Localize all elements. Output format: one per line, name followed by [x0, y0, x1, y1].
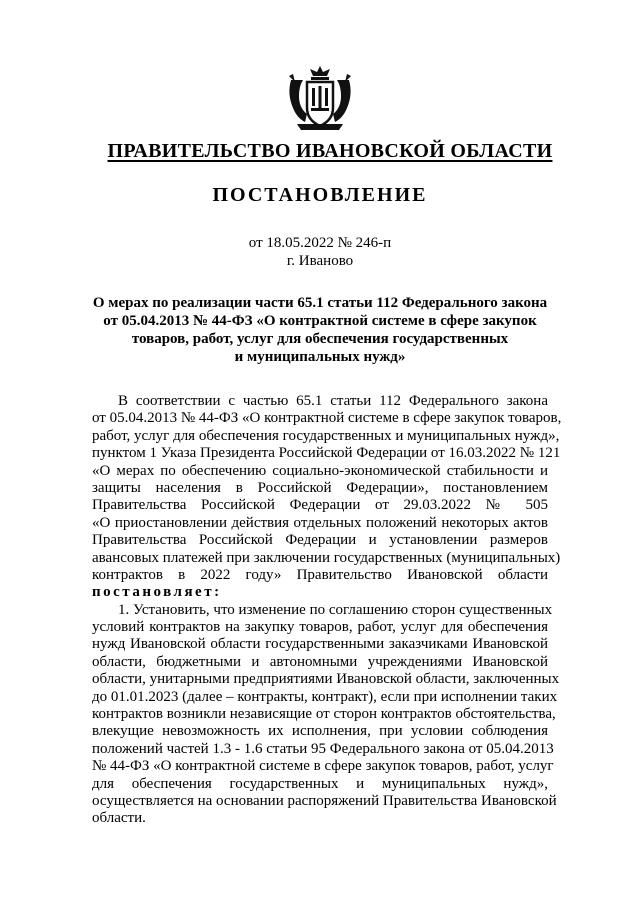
subject-line: О мерах по реализации части 65.1 статьи 112 Федерального закона	[92, 295, 548, 311]
body-line: контрактов в 2022 году» Правительство Ивановской области	[92, 566, 548, 583]
subject-line: от 05.04.2013 № 44-ФЗ «О контрактной системе в сфере закупок	[103, 313, 537, 329]
body-line: положений частей 1.3 - 1.6 статьи 95 Федерального закона от 05.04.2013	[92, 740, 554, 757]
body-line: от 05.04.2013 № 44-ФЗ «О контрактной системе в сфере закупок товаров,	[92, 410, 562, 427]
body-line: работ, услуг для обеспечения государственных и муниципальных нужд»,	[92, 427, 560, 444]
body-line: 1. Установить, что изменение по соглашению сторон существенных	[118, 601, 553, 618]
body-line: условий контрактов на закупку товаров, работ, услуг для обеспечения	[92, 619, 548, 636]
body-line: влекущие невозможность их исполнения, при условии соблюдения	[92, 723, 548, 740]
body-line: области, бюджетными и автономными учреждениями Ивановской	[92, 653, 548, 670]
subject-line: и муниципальных нужд»	[234, 349, 406, 365]
body-line: «О приостановлении действия отдельных положений некоторых актов	[92, 514, 548, 531]
body-line: защиты населения в Российской Федерации», постановлением	[92, 479, 548, 496]
body-line: области, унитарными предприятиями Ивановской области, заключенных	[92, 671, 560, 688]
body-line: области.	[92, 810, 146, 827]
document-meta	[200, 234, 440, 270]
body-line: для обеспечения государственных и муниципальных нужд»,	[92, 775, 548, 792]
subject-line: товаров, работ, услуг для обеспечения государственных	[131, 331, 509, 347]
body-line: контрактов возникли независящие от сторон контрактов обстоятельства,	[92, 706, 556, 723]
body-line: пунктом 1 Указа Президента Российской Федерации от 16.03.2022 № 121	[92, 445, 561, 462]
resolves-word-text: постановляет:	[92, 584, 222, 601]
body-line: до 01.01.2023 (далее – контракты, контракт), если при исполнении таких	[92, 688, 558, 705]
city: г. Иваново	[286, 253, 354, 269]
coat-of-arms-icon	[285, 64, 355, 134]
body-line: В соответствии с частью 65.1 статьи 112 Федерального закона	[118, 393, 548, 409]
body-line: авансовых платежей при заключении государственных (муниципальных)	[92, 549, 561, 566]
body-line: осуществляется на основании распоряжений Правительства Ивановской	[92, 792, 557, 809]
body-line: Правительства Российской Федерации и установлении размеров	[92, 532, 548, 549]
document-subject	[90, 294, 550, 366]
organization-title: ПРАВИТЕЛЬСТВО ИВАНОВСКОЙ ОБЛАСТИ	[107, 140, 553, 162]
document-type: ПОСТАНОВЛЕНИЕ	[212, 184, 428, 206]
date-number: от 18.05.2022 № 246-п	[248, 235, 392, 251]
body-line: «О мерах по обеспечению социально-экономической стабильности и	[92, 462, 548, 479]
body-line: нужд Ивановской области государственными заказчиками Ивановской	[92, 636, 548, 653]
body-line: Правительства Российской Федерации от 29.03.2022 № 505	[92, 497, 548, 514]
document-body	[92, 393, 562, 828]
resolves-word	[92, 584, 548, 601]
body-line: № 44-ФЗ «О контрактной системе в сфере закупок товаров, работ, услуг	[92, 758, 554, 775]
